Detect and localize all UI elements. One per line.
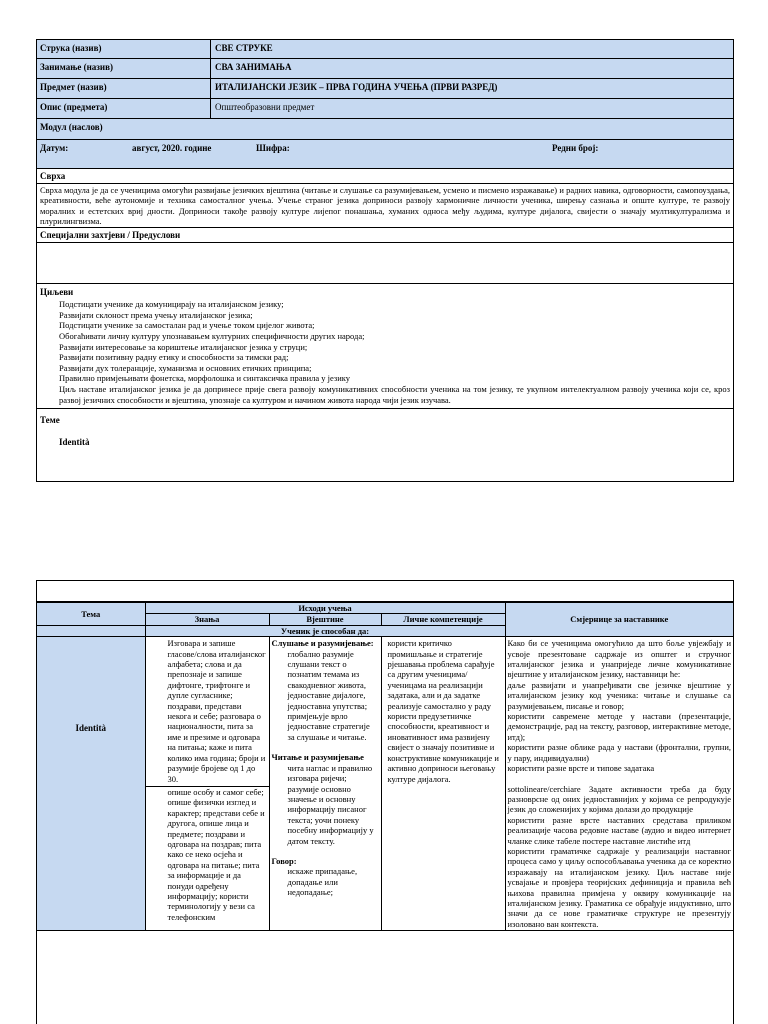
outcomes-table <box>37 602 733 931</box>
skills-cell <box>269 637 381 931</box>
value-module <box>210 119 733 139</box>
knowledge-text-1: Изговара и запише гласове/слова италијанског алфабета; слова и да препознаје и запише дифтонге, трифтонге и дупле сугласнике; поздрави, представи некога и себе; разговара о националности, пита за име и презиме и одговара на питања; каже и пита колико има година; броји и разумије бројеве од 1 до 30. <box>167 638 266 784</box>
content-row <box>37 637 733 931</box>
student-able: Ученик је способан да: <box>145 625 505 636</box>
theme-name: Identità <box>75 723 106 734</box>
outcomes-table-block <box>36 580 734 1024</box>
purpose-text: Сврха модула је да се ученицима омогући развијање језичких вјештина (читање и слушање са разумијевањем, усмено и писмено изражавање) и радних навика, одговорности, самопоуздања, креативности, веће аутономије и техника самосталног учења. Учење страног језика доприноси развоју хармоничне личности ученика, ширењу сазнања и опште културе, те развоју моралних и естетских вриј дности. Доприноси такође развоју културе лијепог понашања, хуманих односа међу људима, културе дијалога, свијести о значају мултикултурализма и плурилингвизма. <box>37 184 733 228</box>
label-occupation: Занимање (назив) <box>40 62 113 72</box>
theme-item: Identità <box>59 437 90 448</box>
code-label: Шифра: <box>256 143 290 153</box>
guidelines-text-6: sottolineare/cerchiare Задате активности треба да буду разноврсне од оних једноставнијих у којима се репродукује језик до сложенијих у којима долази до продукције <box>507 783 731 815</box>
competences-cell <box>381 637 505 931</box>
date-value: август, 2020. године <box>132 143 212 153</box>
label-subject: Предмет (назив) <box>40 82 107 92</box>
knowledge-cell <box>145 637 269 931</box>
prereq-body <box>37 243 733 284</box>
row-description <box>37 99 733 119</box>
theme-blank <box>37 625 145 636</box>
guidelines-text-7: користити разне врсте наставних средстава приликом реализације часова редовне наставе (аудио и видео интернет чланке слике табеле постере наставне листиће итд <box>507 814 731 846</box>
knowledge-text-2: опише особу и самог себе; опише физички изглед и карактер; представи себе и другога, опише лица и предмете; поздрави и одговара на поздрав; пита како се неко осјећа и одговара на питање; пита за информације и да понуди одређену информацију; користи терминологију у вези са телефонским <box>167 786 265 922</box>
module-header-block <box>36 39 734 482</box>
guidelines-text-3: користити савремене методе у настави (презентације, демонстрације, рад на тексту, разговор, интерактивне методе, итд); <box>507 711 731 742</box>
col-guidelines: Смјернице за наставнике <box>505 603 733 637</box>
label-field: Струка (назив) <box>40 43 102 53</box>
guidelines-text-8: користити граматичке садржаје у реализацији наставног процеса само у циљу оспособљавања ученика да се коректно изражавају на италијанском језику. Циљ наставе није усвајање и провјера теоријских дефиниција и правила већ њихова правилна примјена у оквиру комуникације на италијанском језику. Граматика се обрађује индуктивно, што значи да се нове граматичке структуре не презентују изоловано ван контекста. <box>507 845 731 929</box>
objective-item: Развијати интересовање за кориштење италијанског језика у струци; <box>59 341 308 352</box>
competences-text: користи критичко промишљање и стратегије рјешавања проблема сарађује са другим ученицима/ученицама на реализацији задатака, али и да задатке реализује самостално у раду користи предузетничке способности, креативност и иновативност има развијену свијест о значају позитивне и конструктивне комуникације и активно доприноси његовању културе дијалога. <box>387 638 499 784</box>
skills-speak: искаже припадање, допадање или недопадање; <box>287 866 358 898</box>
objectives-list <box>37 299 733 409</box>
skills-listen: глобално разумије слушани текст о познатим темама из свакодневног живота, једноставне дијалоге, једноставна упутства; примјењује врло једноставне стратегије за слушање и читање. <box>287 648 370 742</box>
objective-item: Обогаћивати личну културу упознавањем културних специфичности других народа; <box>59 330 365 341</box>
themes-section <box>37 409 733 481</box>
objective-item: Развијати позитивну радну етику и способности за тимски рад; <box>59 352 289 363</box>
guidelines-text-1: Како би се ученицима омогућило да што боље увјежбају и усвоје презентоване садржаје из општег и стручног италијанског језика и унаприједе личне комуникативне вјештине у италијанском језику, наставници ће: <box>507 638 731 680</box>
guidelines-cell <box>505 637 733 931</box>
skills-read-title: Читање и разумијевање <box>271 752 364 763</box>
label-description: Опис (предмета) <box>40 102 108 112</box>
value-subject: ИТАЛИЈАНСКИ ЈЕЗИК – ПРВА ГОДИНА УЧЕЊА (ПРВИ РАЗРЕД) <box>210 79 733 98</box>
row-field <box>37 40 733 59</box>
objectives-title: Циљеви <box>37 284 733 299</box>
date-label: Датум: <box>40 143 69 153</box>
col-skills: Вјештине <box>269 614 381 625</box>
purpose-title: Сврха <box>37 169 733 184</box>
col-theme: Тема <box>37 603 145 626</box>
objective-item: Подстицати ученике за самосталан рад и учење током цијелог живота; <box>59 320 315 331</box>
ordinal-label: Редни број: <box>552 143 599 153</box>
skills-read: чита наглас и правилно изговара ријечи; разумије основно значење и основну информацију писаног текста; уочи понеку посебну информацију у датом тексту. <box>287 762 374 846</box>
objective-item: Развијати склоност према учењу италијанског језика; <box>59 309 253 320</box>
guidelines-text-4: користити разне облике рада у настави (фронтални, групни, у пару, индивидуални) <box>507 742 731 763</box>
objective-item: Циљ наставе италијанског језика је да допринесе прије свега развоју комуникативних способности ученика на том језику, те укупном интелектуалном развоју ученика који се, кроз развој језичних способности и вјештина, упознаје са културом и начином живота народа чији језик изучава. <box>59 383 730 405</box>
objective-item: Правилно примјењивати фонетска, морфолошка и синтаксичка правила у језику <box>59 373 351 384</box>
prereq-title: Специјални захтјеви / Предуслови <box>37 228 733 243</box>
guidelines-text-2: даље развијати и унапређивати све језичке вјештине у италијанском језику код ученика: читање и слушање са разумијевањем, писање и говор; <box>507 679 731 711</box>
label-module: Модул (наслов) <box>40 122 103 132</box>
row-subject <box>37 79 733 99</box>
value-occupation: СВА ЗАНИМАЊА <box>210 59 733 78</box>
col-knowledge: Знања <box>145 614 269 625</box>
knowledge-divider <box>146 786 269 922</box>
skills-listen-title: Слушање и разумијевање: <box>271 638 374 649</box>
col-outcomes: Исходи учења <box>145 603 505 614</box>
objective-item: Подстицати ученике да комуницирају на италијанском језику; <box>59 299 284 310</box>
themes-title: Теме <box>37 409 733 427</box>
row-occupation <box>37 59 733 79</box>
theme-cell <box>37 637 145 931</box>
row-module <box>37 119 733 140</box>
value-description: Општеобразовни предмет <box>210 99 733 118</box>
table-top-blank <box>37 581 733 602</box>
row-date <box>37 140 733 169</box>
table-header-row <box>37 603 733 614</box>
guidelines-text-5: користити разне врсте и типове задатака <box>507 763 655 774</box>
value-field: СВЕ СТРУКЕ <box>210 40 733 58</box>
col-competences: Личне компетенције <box>381 614 505 625</box>
skills-speak-title: Говор: <box>271 855 297 866</box>
objective-item: Развијати дух толеранције, хуманизма и основних етичких принципа; <box>59 362 312 373</box>
